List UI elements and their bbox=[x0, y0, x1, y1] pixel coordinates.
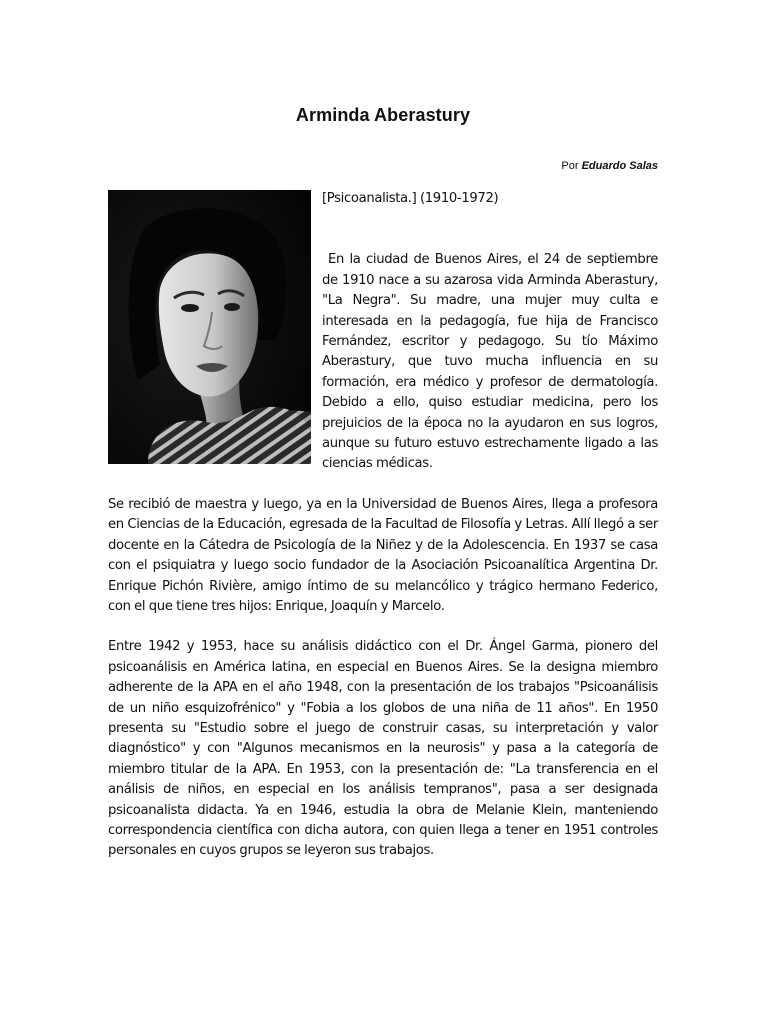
paragraph: En la ciudad de Buenos Aires, el 24 de septiembre de 1910 nace a su azarosa vida Arminda Aberastury, "La Negra". Su madre, una mujer muy culta e interesada en la pedagogía, fue hija de Francisco Fernández, escritor y pedagogo. Su tío Máximo Aberastury, que tuvo mucha influencia en su formación, era médico y profesor de dermatología. Debido a ello, quiso estudiar medicina, pero los prejuicios de la época no la ayudaron en sus logros, aunque su futuro estuvo estrechamente ligado a las ciencias médicas. bbox=[322, 252, 658, 472]
byline-author: Eduardo Salas bbox=[581, 160, 658, 172]
byline-prefix: Por bbox=[561, 160, 579, 172]
document-page bbox=[108, 0, 658, 882]
portrait-photo bbox=[108, 190, 311, 464]
paragraph: Se recibió de maestra y luego, ya en la Universidad de Buenos Aires, llega a profesora en Ciencias de la Educación, egresada de la Facultad de Filosofía y Letras. Allí llegó a ser docente en la Cátedra de Psicología de la Niñez y de la Adolescencia. En 1937 se casa con el psiquiatra y luego socio fundador de la Asociación Psicoanalítica Argentina Dr. Enrique Pichón Rivière, amigo íntimo de su melancólico y trágico hermano Federico, con el que tiene tres hijos: Enrique, Joaquín y Marcelo. bbox=[108, 496, 658, 614]
article-body bbox=[108, 189, 658, 862]
subtitle: [Psicoanalista.] (1910-1972) bbox=[322, 191, 499, 206]
paragraph: Entre 1942 y 1953, hace su análisis didáctico con el Dr. Ángel Garma, pionero del psicoanálisis en América latina, en especial en Buenos Aires. Se la designa miembro adherente de la APA en el año 1948, con la presentación de los trabajos "Psicoanálisis de un niño esquizofrénico" y "Fobia a los globos de una niña de 11 años". En 1950 presenta su "Estudio sobre el juego de construir casas, su interpretación y valor diagnóstico" y con "Algunos mecanismos en la neurosis" y pasa a la categoría de miembro titular de la APA. En 1953, con la presentación de: "La transferencia en el análisis de niños, en especial en los análisis tempranos", pasa a ser designada psicoanalista didacta. Ya en 1946, estudia la obra de Melanie Klein, manteniendo correspondencia científica con dicha autora, con quien llega a tener en 1951 controles personales en cuyos grupos se leyeron sus trabajos. bbox=[108, 639, 658, 859]
byline bbox=[108, 159, 658, 173]
document-title: Arminda Aberastury bbox=[295, 105, 471, 125]
